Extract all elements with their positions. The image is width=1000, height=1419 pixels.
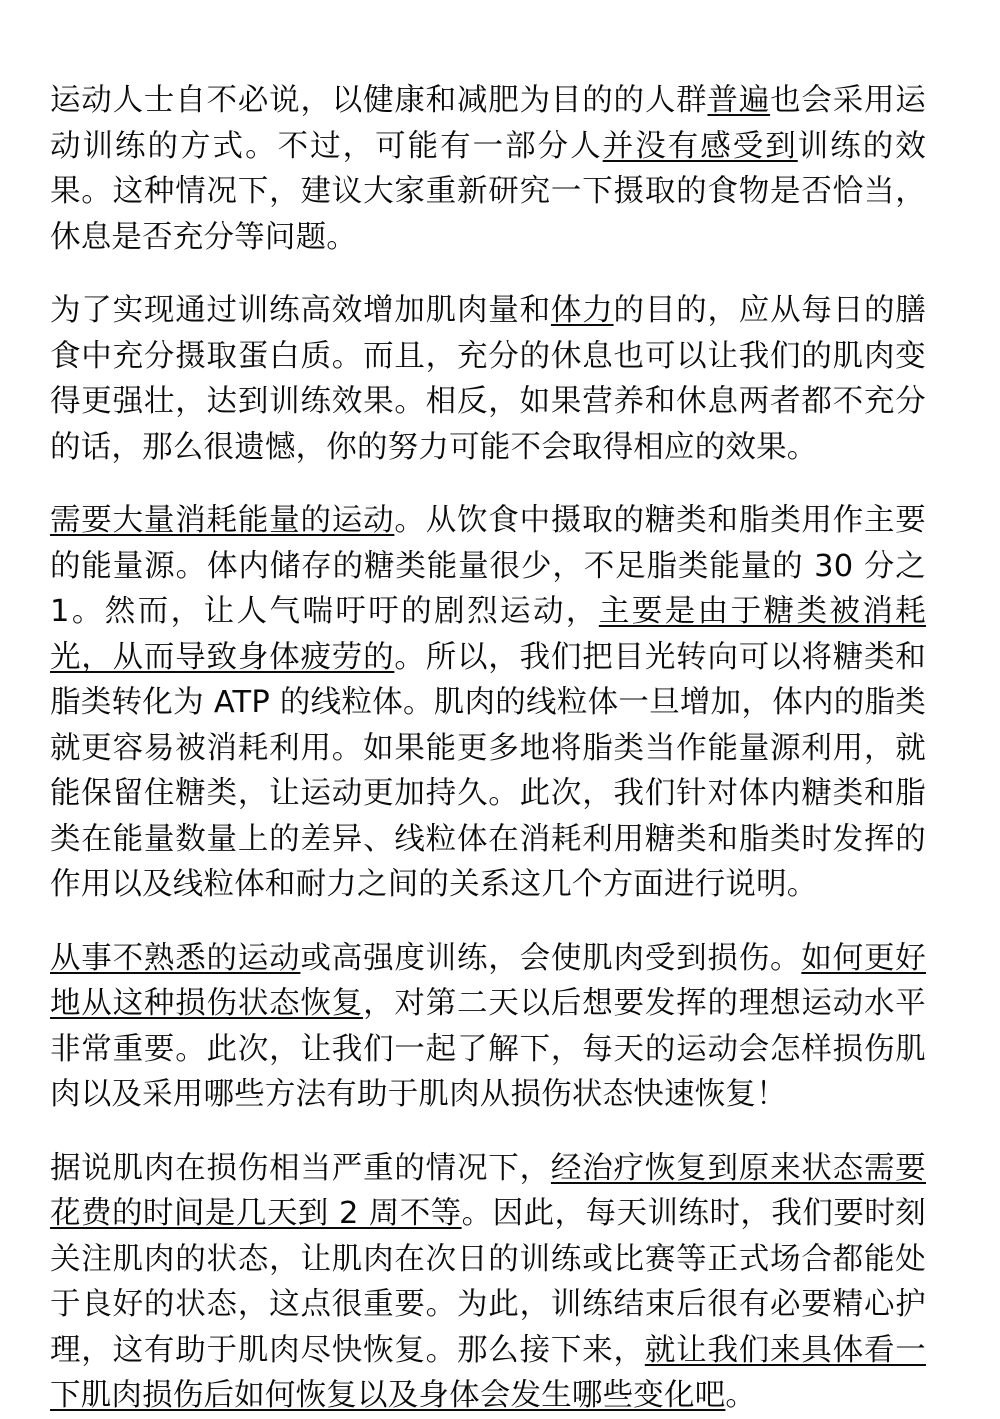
text-run: 训练的效果。这种情况下，建议大家重新研究一下摄取的食物是否恰当，休息是否充分等问题。 xyxy=(50,128,926,255)
paragraph xyxy=(50,498,926,908)
text-run: 。因此，每天训练时，我们要时刻关注肌肉的状态，让肌肉在次日的训练或比赛等正式场合都能处于良好的状态，这点很重要。为此，训练结束后很有必要精心护理，这有助于肌肉尽快恢复。那么接下来， xyxy=(50,1196,927,1368)
underlined-text-run: 需要大量消耗能量的运动 xyxy=(50,503,395,538)
text-run: 或高强度训练，会使肌肉受到损伤。 xyxy=(300,940,802,976)
text-run: 据说肌肉在损伤相当严重的情况下， xyxy=(50,1150,551,1186)
text-run: 的目的，应从每日的膳食中充分摄取蛋白质。而且，充分的休息也可以让我们的肌肉变得更强壮，达到训练效果。相反，如果营养和休息两者都不充分的话，那么很遗憾，你的努力可能不会取得相应的效果。 xyxy=(50,293,927,465)
underlined-text-run: 经治疗恢复到原来状态需要花费的时间是几天到 2 周不等 xyxy=(50,1150,926,1231)
text-run: 为了实现通过训练高效增加肌肉量和 xyxy=(50,293,551,328)
underlined-text-run: 并没有感受到 xyxy=(602,128,798,164)
text-run: 也会采用运动训练的方式。不过，可能有一部分人 xyxy=(50,83,927,164)
text-run: 。 xyxy=(725,1378,757,1413)
text-run: ，对第二天以后想要发挥的理想运动水平非常重要。此次，让我们一起了解下，每天的运动会怎样损伤肌肉以及采用哪些方法有助于肌肉从损伤状态快速恢复！ xyxy=(50,986,926,1112)
text-run: 。从饮食中摄取的糖类和脂类用作主要的能量源。体内储存的糖类能量很少，不足脂类能量的 30 分之 1。然而，让人气喘吁吁的剧烈运动， xyxy=(50,503,927,629)
underlined-text-run: 从事不熟悉的运动 xyxy=(50,940,301,976)
underlined-text-run: 主要是由于糖类被消耗光，从而导致身体疲劳的 xyxy=(50,594,927,675)
underlined-text-run: 就让我们来具体看一下肌肉损伤后如何恢复以及身体会发生哪些变化吧 xyxy=(50,1332,926,1413)
paragraph xyxy=(50,936,926,1118)
underlined-text-run: 体力 xyxy=(550,293,614,328)
underlined-text-run: 如何更好地从这种损伤状态恢复 xyxy=(50,940,926,1021)
underlined-text-run: 普遍 xyxy=(707,83,771,118)
document-body xyxy=(50,78,926,1419)
text-run: 。所以，我们把目光转向可以将糖类和脂类转化为 ATP 的线粒体。肌肉的线粒体一旦增加，体内的脂类就更容易被消耗利用。如果能更多地将脂类当作能量源利用，就能保留住糖类，让运动更加持久。此次，我们针对体内糖类和脂类在能量数量上的差异、线粒体在消耗利用糖类和脂类时发挥的作用以及线粒体和耐力之间的关系这几个方面进行说明。 xyxy=(50,639,927,902)
paragraph xyxy=(50,78,926,260)
text-run: 运动人士自不必说，以健康和减肥为目的的人群 xyxy=(50,83,708,118)
paragraph xyxy=(50,288,926,470)
paragraph xyxy=(50,1146,926,1419)
